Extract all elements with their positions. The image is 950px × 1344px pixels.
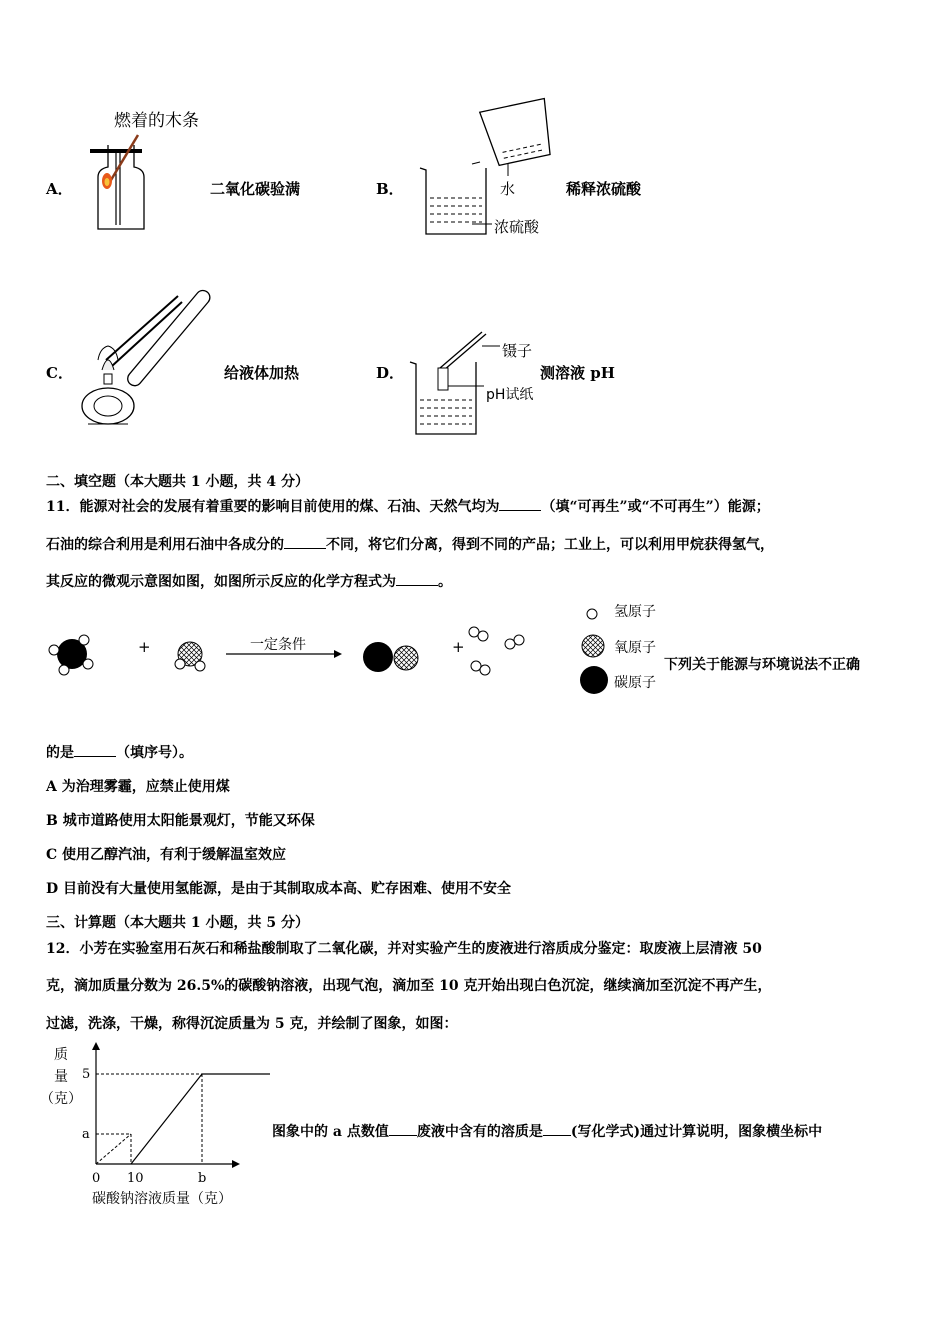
series-precipitate-segment [131, 1074, 202, 1164]
q11-choice-b: B 城市道路使用太阳能景观灯，节能又环保 [46, 813, 315, 829]
q11-line2: 石油的综合利用是利用石油中各成分的 不同，将它们分离，得到不同的产品；工业上，可以利用甲烷获得氢气， [46, 534, 774, 554]
y-tick-label-1: 5 [82, 1067, 91, 1082]
option-c-desc: 给液体加热 [224, 364, 300, 382]
chart-ylabel-2: 量 [54, 1069, 68, 1085]
legend-carbon: 碳原子 [614, 675, 656, 691]
label-tweezers: 镊子 [502, 342, 533, 360]
x-tick-label-0: 0 [92, 1171, 101, 1186]
q11-choice-d: D 目前没有大量使用氢能源，是由于其制取成本高、贮存困难、使用不安全 [46, 881, 512, 897]
y-axis-arrow [92, 1042, 100, 1050]
q12-line3: 过滤，洗涤，干燥，称得沉淀质量为 5 克，并绘制了图象，如图： [46, 1016, 458, 1032]
atom-legend [578, 600, 614, 696]
option-a-letter: A． [46, 180, 73, 198]
option-d-desc: 测溶液 pH [540, 364, 615, 382]
option-b-desc: 稀释浓硫酸 [566, 180, 642, 198]
x-tick-label-2: b [198, 1171, 207, 1186]
plus-sign-1: + [138, 638, 151, 656]
x-axis-arrow [232, 1160, 240, 1168]
q11-choice-a: A 为治理雾霾，应禁止使用煤 [46, 779, 230, 795]
chart-ylabel-3: （克） [40, 1091, 82, 1107]
precipitate-chart [44, 1040, 284, 1210]
heating-liquid-figure [78, 288, 228, 433]
option-c-letter: C． [46, 364, 73, 382]
co2-collection-figure [80, 125, 160, 235]
section3-heading: 三、计算题（本大题共 1 小题，共 5 分） [46, 915, 309, 931]
reaction-micro-diagram [44, 620, 564, 690]
label-burning-stick: 燃着的木条 [114, 111, 199, 131]
section2-heading: 二、填空题（本大题共 1 小题，共 4 分） [46, 474, 309, 490]
y-tick-label-0: a [82, 1127, 90, 1142]
option-d-letter: D． [376, 364, 405, 382]
q11-choice-c: C 使用乙醇汽油，有利于缓解温室效应 [46, 847, 287, 863]
chart-ylabel-1: 质 [54, 1047, 68, 1063]
q12-line2: 克，滴加质量分数为 26.5%的碳酸钠溶液，出现气泡，滴加至 10 克开始出现白色沉淀，继续滴加至沉淀不再产生， [46, 978, 772, 994]
dilute-acid-figure [412, 98, 562, 240]
option-b-letter: B． [376, 180, 404, 198]
legend-oxygen: 氧原子 [614, 640, 656, 656]
legend-hydrogen: 氢原子 [614, 604, 656, 620]
option-a-desc: 二氧化碳验满 [210, 180, 301, 198]
q11-line3: 其反应的微观示意图如图，如图所示反应的化学方程式为 。 [46, 571, 452, 591]
label-conc-acid: 浓硫酸 [494, 218, 540, 236]
reaction-condition: 一定条件 [250, 637, 306, 653]
q12-line1: 12．小芳在实验室用石灰石和稀盐酸制取了二氧化碳，并对实验产生的废液进行溶质成分鉴定：取废液上层清液 50 [46, 941, 762, 957]
q11-line1: 11．能源对社会的发展有着重要的影响目前使用的煤、石油、天然气均为 （填“可再生”或“不可再生”）能源； [46, 496, 770, 516]
q11-line4: 下列关于能源与环境说法不正确 [664, 657, 860, 673]
chart-xlabel: 碳酸钠溶液质量（克） [92, 1191, 232, 1207]
plus-sign-2: + [452, 638, 465, 656]
q11-line5: 的是 （填序号）。 [46, 742, 193, 762]
q12-line4: 图象中的 a 点数值 废液中含有的溶质是 (写化学式)通过计算说明，图象横坐标中 [272, 1121, 822, 1141]
label-ph-paper: pH试纸 [486, 387, 534, 403]
label-water: 水 [500, 180, 516, 198]
series-gas-line [96, 1134, 131, 1164]
x-tick-label-1: 10 [127, 1171, 144, 1186]
